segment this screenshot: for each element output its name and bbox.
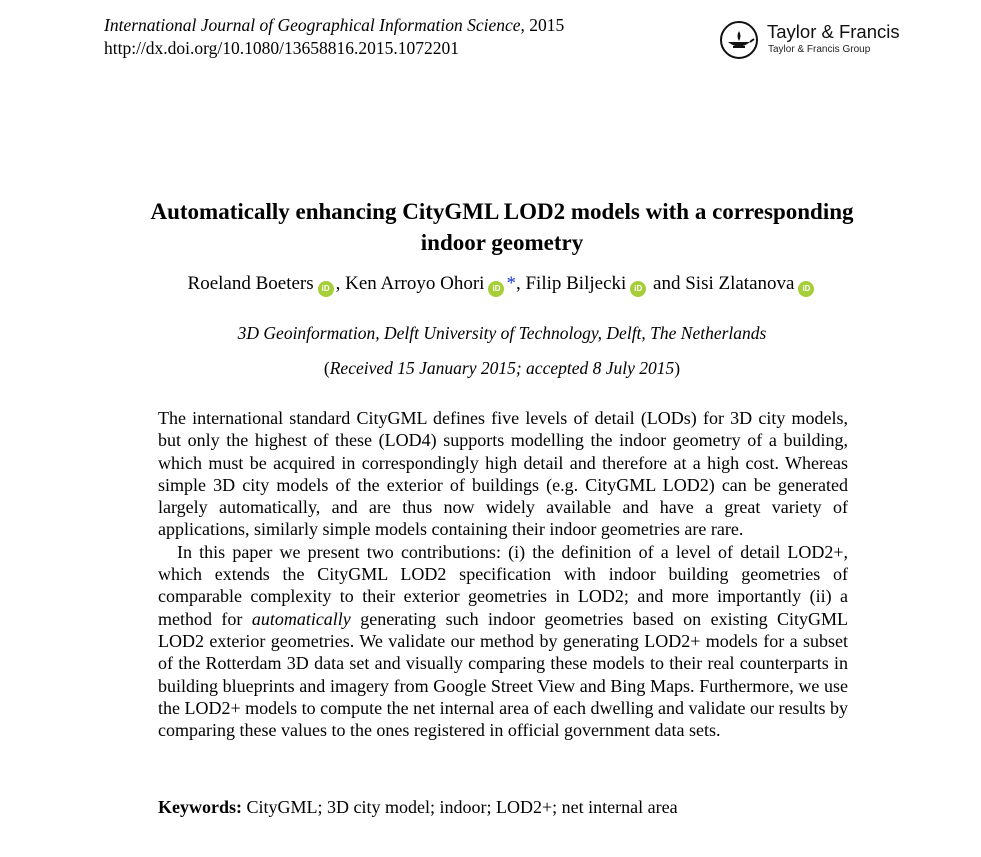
doi-link[interactable]: http://dx.doi.org/10.1080/13658816.2015.1072201 xyxy=(104,38,460,58)
author-name: Sisi Zlatanova xyxy=(685,273,795,294)
journal-line xyxy=(104,14,564,37)
orcid-icon[interactable]: iD xyxy=(798,281,814,297)
orcid-icon[interactable]: iD xyxy=(488,281,504,297)
abstract-text: generating such indoor geometries based on existing CityGML LOD2 exterior geometries. We validate our method by generating LOD2+ models for a subset of the Rotterdam 3D data set and visually comparing these models to their real counterparts in building blueprints and imagery from Google Street View and Bing Maps. Furthermore, we use the LOD2+ models to compute the net internal area of each dwelling and validate our results by comparing these values to the ones registered in official government data sets. xyxy=(158,608,848,741)
received-dates xyxy=(60,357,944,380)
keywords xyxy=(158,796,848,818)
journal-name: International Journal of Geographical Information Science xyxy=(104,15,521,35)
author-separator: , xyxy=(515,273,526,294)
affiliation: 3D Geoinformation, Delft University of Technology, Delft, The Netherlands xyxy=(237,323,767,343)
abstract-text: In this paper we present two contributions: (i) the definition of a level of detail LOD2+, which extends the CityGML LOD2 specification with indoor building geometries of comparable complexity to their exterior geometries in LOD2; and more importantly (ii) a method for xyxy=(158,541,848,629)
abstract xyxy=(158,407,848,741)
received-close-paren: ) xyxy=(674,358,681,378)
publisher-group: Taylor & Francis Group xyxy=(768,44,871,55)
journal-year: , 2015 xyxy=(520,15,565,35)
orcid-icon[interactable]: iD xyxy=(318,281,334,297)
abstract-paragraph: The international standard CityGML defines five levels of detail (LODs) for 3D city models, but only the highest of these (LOD4) supports modelling the indoor geometry of a building, which must be acquired in correspondingly high detail and therefore at a high cost. Whereas simple 3D city models of the exterior of buildings (e.g. CityGML LOD2) can be generated largely automatically, and are thus now widely available and have a great variety of applications, similarly simple models containing their indoor geometries are rare. xyxy=(158,408,848,540)
publisher-logo-block xyxy=(719,20,909,60)
orcid-icon[interactable]: iD xyxy=(630,281,646,297)
abstract-emphasis: automatically xyxy=(251,608,351,629)
author-name: Roeland Boeters xyxy=(187,273,314,294)
running-header xyxy=(104,14,564,60)
author-separator: , xyxy=(335,273,346,294)
author-separator: and xyxy=(648,273,686,294)
received-open-paren: ( xyxy=(323,358,330,378)
publisher-name: Taylor & Francis xyxy=(767,21,900,42)
paper-title: Automatically enhancing CityGML LOD2 models with a corresponding indoor geometry xyxy=(150,199,854,255)
abstract-paragraph xyxy=(158,541,848,742)
author-name: Ken Arroyo Ohori xyxy=(345,273,485,294)
author-name: Filip Biljecki xyxy=(525,273,627,294)
received-text: Received 15 January 2015; accepted 8 July 2015 xyxy=(329,358,675,378)
corresponding-author-marker[interactable]: * xyxy=(506,273,516,294)
author-list xyxy=(60,271,944,297)
taylor-francis-lamp-icon xyxy=(719,20,759,60)
keywords-label: Keywords: xyxy=(158,797,242,817)
keywords-list: CityGML; 3D city model; indoor; LOD2+; net internal area xyxy=(242,797,678,817)
